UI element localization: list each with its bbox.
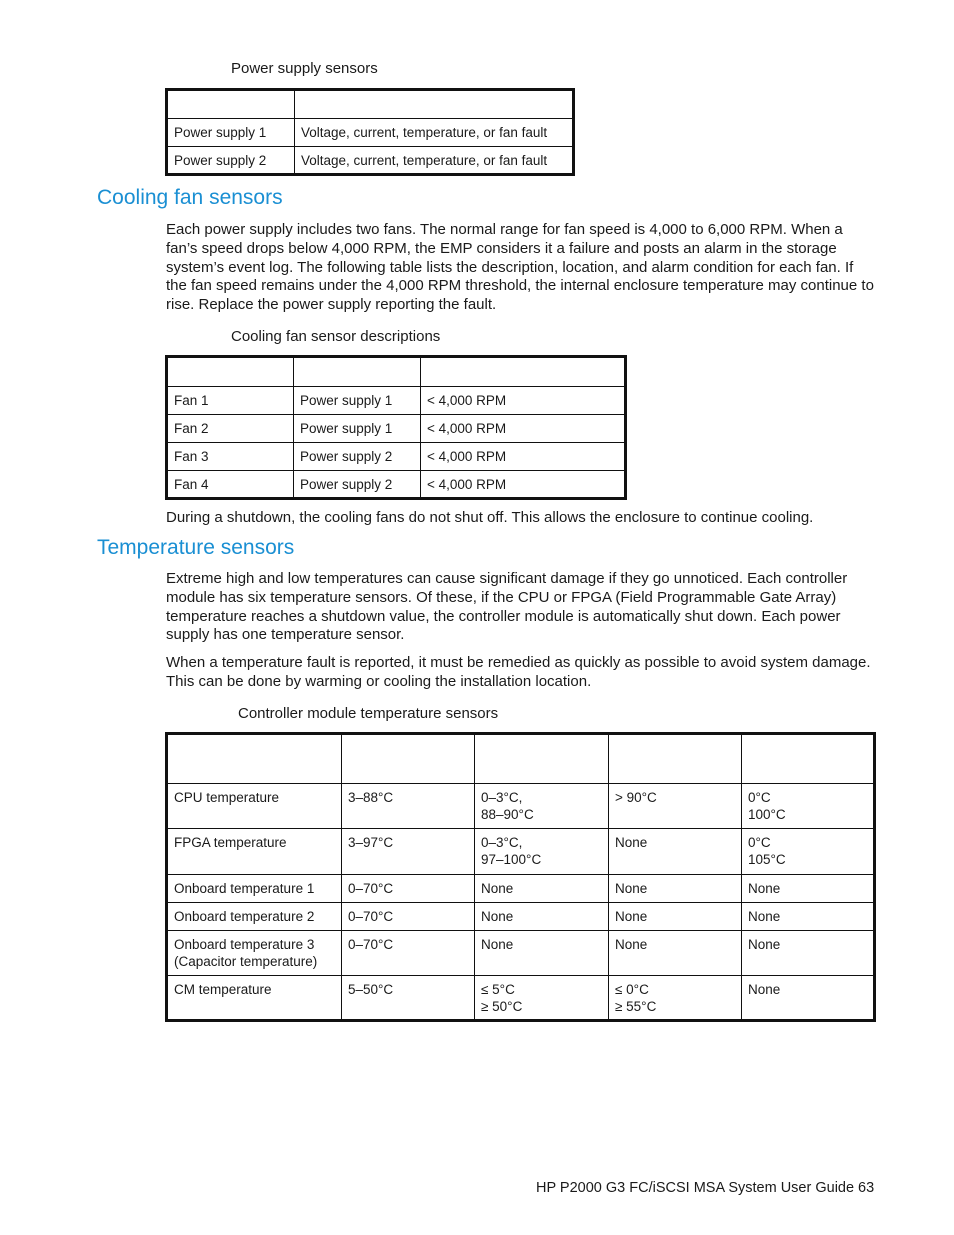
table-cell: Power supply 1 [294, 387, 421, 415]
cell-line: None [481, 909, 514, 924]
table-header-row [167, 734, 875, 784]
table-cell [342, 903, 475, 931]
cell-line: 105°C [748, 852, 786, 867]
table-cell [342, 829, 475, 875]
table-cell [342, 784, 475, 829]
table-cell [609, 829, 742, 875]
table-cell [342, 875, 475, 903]
temperature-paragraph-2: When a temperature fault is reported, it must be remedied as quickly as possible to avoid system damage. This can be done by warming or cooling the installation location. [166, 654, 871, 690]
table-cell [609, 931, 742, 976]
cell-line: 100°C [748, 807, 786, 822]
cell-line: None [615, 881, 648, 896]
cell-line: 0–3°C, [481, 790, 523, 805]
cell-line: None [748, 982, 781, 997]
table-cell [742, 829, 875, 875]
table-row [167, 147, 574, 175]
cell-line: None [481, 881, 514, 896]
cell-line: > 90°C [615, 790, 657, 805]
table-row [167, 471, 626, 499]
cell-line: (Capacitor temperature) [174, 954, 318, 969]
cell-line: ≤ 5°C [481, 982, 515, 997]
cell-line: ≤ 0°C [615, 982, 649, 997]
table-cell [167, 976, 342, 1021]
table-cell [167, 784, 342, 829]
table-cell [475, 829, 609, 875]
table-row [167, 119, 574, 147]
table-cell [167, 931, 342, 976]
table-cell [167, 903, 342, 931]
cell-line: ≥ 55°C [615, 999, 657, 1014]
cell-line: 0–70°C [348, 881, 394, 896]
table-cell [742, 784, 875, 829]
cell-line: CM temperature [174, 982, 272, 997]
table-cell: Power supply 1 [294, 415, 421, 443]
table-cell: Power supply 2 [294, 443, 421, 471]
table-header-row [167, 90, 574, 119]
table-cell [167, 875, 342, 903]
table-row [167, 931, 875, 976]
header-cell [609, 734, 742, 784]
cooling-fan-shutdown-note: During a shutdown, the cooling fans do not shut off. This allows the enclosure to continue cooling. [166, 509, 814, 526]
table-row [167, 976, 875, 1021]
cell-line: 0–70°C [348, 937, 394, 952]
page-number: 63 [858, 1180, 875, 1196]
cell-line: None [748, 937, 781, 952]
header-cell [421, 357, 626, 387]
table-cell: Power supply 1 [167, 119, 295, 147]
table-cell: Power supply 2 [167, 147, 295, 175]
table-cell [609, 976, 742, 1021]
table-cell [742, 931, 875, 976]
table-cell [475, 976, 609, 1021]
table-cell [167, 829, 342, 875]
header-cell [742, 734, 875, 784]
table-cell [475, 875, 609, 903]
table-cell [609, 875, 742, 903]
cell-line: 5–50°C [348, 982, 394, 997]
temperature-paragraph-1: Extreme high and low temperatures can cause significant damage if they go unnoticed. Each controller module has six temperature sensors. Of these, if the CPU or FPGA (Field Programmable Gate Array) temperature reaches a shutdown value, the controller module is automatically shut down. Each power supply has one temperature sensor. [166, 570, 848, 644]
cooling-fan-table [165, 355, 627, 500]
cell-line: 0–70°C [348, 909, 394, 924]
table-cell [742, 875, 875, 903]
cell-line: None [481, 937, 514, 952]
table-cell [609, 903, 742, 931]
table-row [167, 875, 875, 903]
table-row [167, 784, 875, 829]
cell-line: 0–3°C, [481, 835, 523, 850]
table-row [167, 443, 626, 471]
table-cell: < 4,000 RPM [421, 415, 626, 443]
table-cell [742, 976, 875, 1021]
cell-line: Onboard temperature 1 [174, 881, 315, 896]
table-row [167, 903, 875, 931]
header-cell [295, 90, 574, 119]
table-cell: Fan 4 [167, 471, 294, 499]
power-supply-table [165, 88, 575, 176]
table-cell: < 4,000 RPM [421, 443, 626, 471]
cell-line: 3–97°C [348, 835, 394, 850]
table-cell: Voltage, current, temperature, or fan fault [295, 147, 574, 175]
header-cell [167, 90, 295, 119]
cell-line: None [748, 909, 781, 924]
cell-line: Onboard temperature 2 [174, 909, 315, 924]
cell-line: 3–88°C [348, 790, 394, 805]
header-cell [475, 734, 609, 784]
cell-line: 97–100°C [481, 852, 542, 867]
table-row [167, 829, 875, 875]
table-cell: < 4,000 RPM [421, 387, 626, 415]
header-cell [167, 357, 294, 387]
table-cell [475, 931, 609, 976]
table-cell [342, 976, 475, 1021]
table-cell: Fan 1 [167, 387, 294, 415]
cell-line: None [615, 937, 648, 952]
cell-line: ≥ 50°C [481, 999, 523, 1014]
cell-line: None [748, 881, 781, 896]
cell-line: None [615, 835, 648, 850]
header-cell [167, 734, 342, 784]
table-cell [475, 903, 609, 931]
cell-line: Onboard temperature 3 [174, 937, 315, 952]
table-cell [475, 784, 609, 829]
temperature-heading: Temperature sensors [97, 536, 295, 559]
cell-line: 0°C [748, 790, 771, 805]
table-cell: Voltage, current, temperature, or fan fault [295, 119, 574, 147]
footer-title: HP P2000 G3 FC/iSCSI MSA System User Guide [536, 1180, 855, 1196]
cooling-fan-table-caption: Cooling fan sensor descriptions [231, 328, 441, 345]
table-cell: Fan 3 [167, 443, 294, 471]
cell-line: 0°C [748, 835, 771, 850]
header-cell [342, 734, 475, 784]
table-cell: < 4,000 RPM [421, 471, 626, 499]
cell-line: CPU temperature [174, 790, 280, 805]
cell-line: 88–90°C [481, 807, 534, 822]
table-row [167, 415, 626, 443]
table-cell [342, 931, 475, 976]
table-cell: Fan 2 [167, 415, 294, 443]
table-row [167, 387, 626, 415]
temperature-table-caption: Controller module temperature sensors [238, 705, 499, 722]
cell-line: FPGA temperature [174, 835, 287, 850]
power-supply-table-caption: Power supply sensors [231, 60, 378, 77]
cooling-fan-heading: Cooling fan sensors [97, 186, 283, 209]
table-cell [609, 784, 742, 829]
table-header-row [167, 357, 626, 387]
cell-line: None [615, 909, 648, 924]
cooling-fan-paragraph: Each power supply includes two fans. The normal range for fan speed is 4,000 to 6,000 RPM. When a fan’s speed drops below 4,000 RPM, the EMP considers it a failure and posts an alarm in the storage system’s event log. The following table lists the description, location, and alarm condition for each fan. If the fan speed remains under the 4,000 RPM threshold, the internal enclosure temperature may continue to rise. Replace the power supply reporting the fault. [166, 221, 874, 314]
table-cell [742, 903, 875, 931]
header-cell [294, 357, 421, 387]
temperature-table [165, 732, 876, 1022]
table-cell: Power supply 2 [294, 471, 421, 499]
